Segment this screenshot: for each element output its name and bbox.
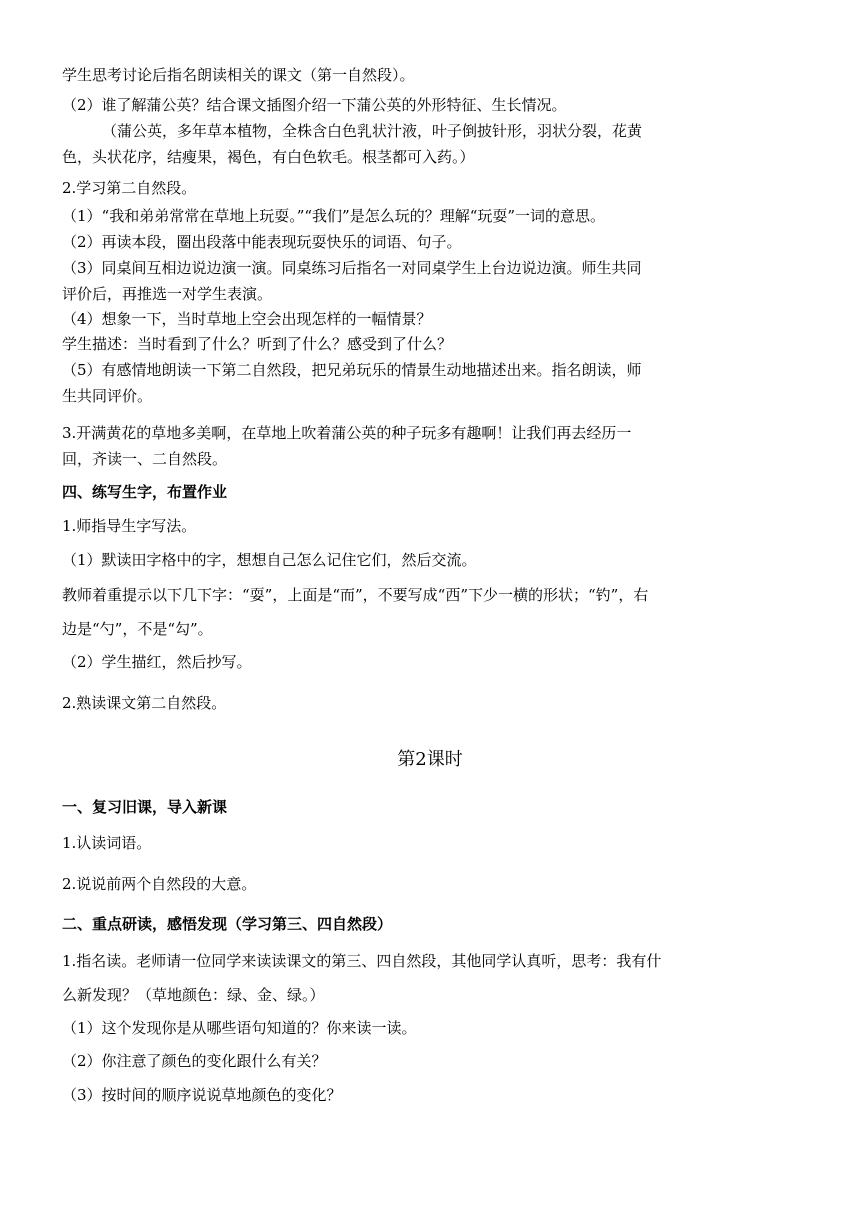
section-heading: 一、复习旧课，导入新课 [62,798,228,816]
paragraph-line: 学生思考讨论后指名朗读相关的课文（第一自然段）。 [62,66,415,84]
paragraph-line: （2）学生描红，然后抄写。 [62,653,252,671]
paragraph-line: （5）有感情地朗读一下第二自然段，把兄弟玩乐的情景生动地描述出来。指名朗读，师 [62,361,642,379]
paragraph-line: 回，齐读一、二自然段。 [62,450,228,468]
paragraph-line: 么新发现？（草地颜色：绿、金、绿。） [62,986,325,1004]
paragraph-line: （2）再读本段，圈出段落中能表现玩耍快乐的词语、句子。 [62,233,462,251]
paragraph-line: （1）默读田字格中的字，想想自己怎么记住它们，然后交流。 [62,551,477,569]
paragraph-line: 1.认读词语。 [62,834,152,852]
paragraph-line: 生共同评价。 [62,387,153,405]
paragraph-line: 教师着重提示以下几下字：“耍”，上面是“而”，不要写成“西”下少一横的形状；“钓”，右 [62,586,649,604]
section-heading: 四、练写生字，布置作业 [62,483,228,501]
paragraph-line: （1）这个发现你是从哪些语句知道的？你来读一读。 [62,1019,417,1037]
paragraph-line: （3）同桌间互相边说边演一演。同桌练习后指名一对同桌学生上台边说边演。师生共同 [62,259,642,277]
paragraph-line: （4）想象一下，当时草地上空会出现怎样的一幅情景？ [62,310,432,328]
paragraph-line: 学生描述：当时看到了什么？听到了什么？感受到了什么？ [62,335,453,353]
paragraph-line: （2）谁了解蒲公英？结合课文插图介绍一下蒲公英的外形特征、生长情况。 [62,96,567,114]
paragraph-line: 2.学习第二自然段。 [62,179,197,197]
paragraph-line: （1）“我和弟弟常常在草地上玩耍。”“我们”是怎么玩的？理解“玩耍”一词的意思。 [62,207,606,225]
paragraph-line: 3.开满黄花的草地多美啊，在草地上吹着蒲公英的种子玩多有趣啊！让我们再去经历一 [62,424,632,442]
paragraph-line: （3）按时间的顺序说说草地颜色的变化？ [62,1086,342,1104]
paragraph-line: 1.师指导生字写法。 [62,517,197,535]
paragraph-line: （蒲公英，多年草本植物，全株含白色乳状汁液，叶子倒披针形，羽状分裂，花黄 [102,122,643,140]
paragraph-line: 边是“勺”，不是“勾”。 [62,620,213,638]
paragraph-line: 2.熟读课文第二自然段。 [62,694,227,712]
paragraph-line: 2.说说前两个自然段的大意。 [62,875,257,893]
paragraph-line: 色，头状花序，结瘦果，褐色，有白色软毛。根茎都可入药。） [62,148,475,166]
section-heading: 二、重点研读，感悟发现（学习第三、四自然段） [62,915,393,933]
paragraph-line: （2）你注意了颜色的变化跟什么有关？ [62,1052,327,1070]
lesson-title: 第2课时 [397,749,463,770]
paragraph-line: 1.指名读。老师请一位同学来读读课文的第三、四自然段，其他同学认真听，思考：我有什 [62,952,662,970]
paragraph-line: 评价后，再推选一对学生表演。 [62,285,273,303]
